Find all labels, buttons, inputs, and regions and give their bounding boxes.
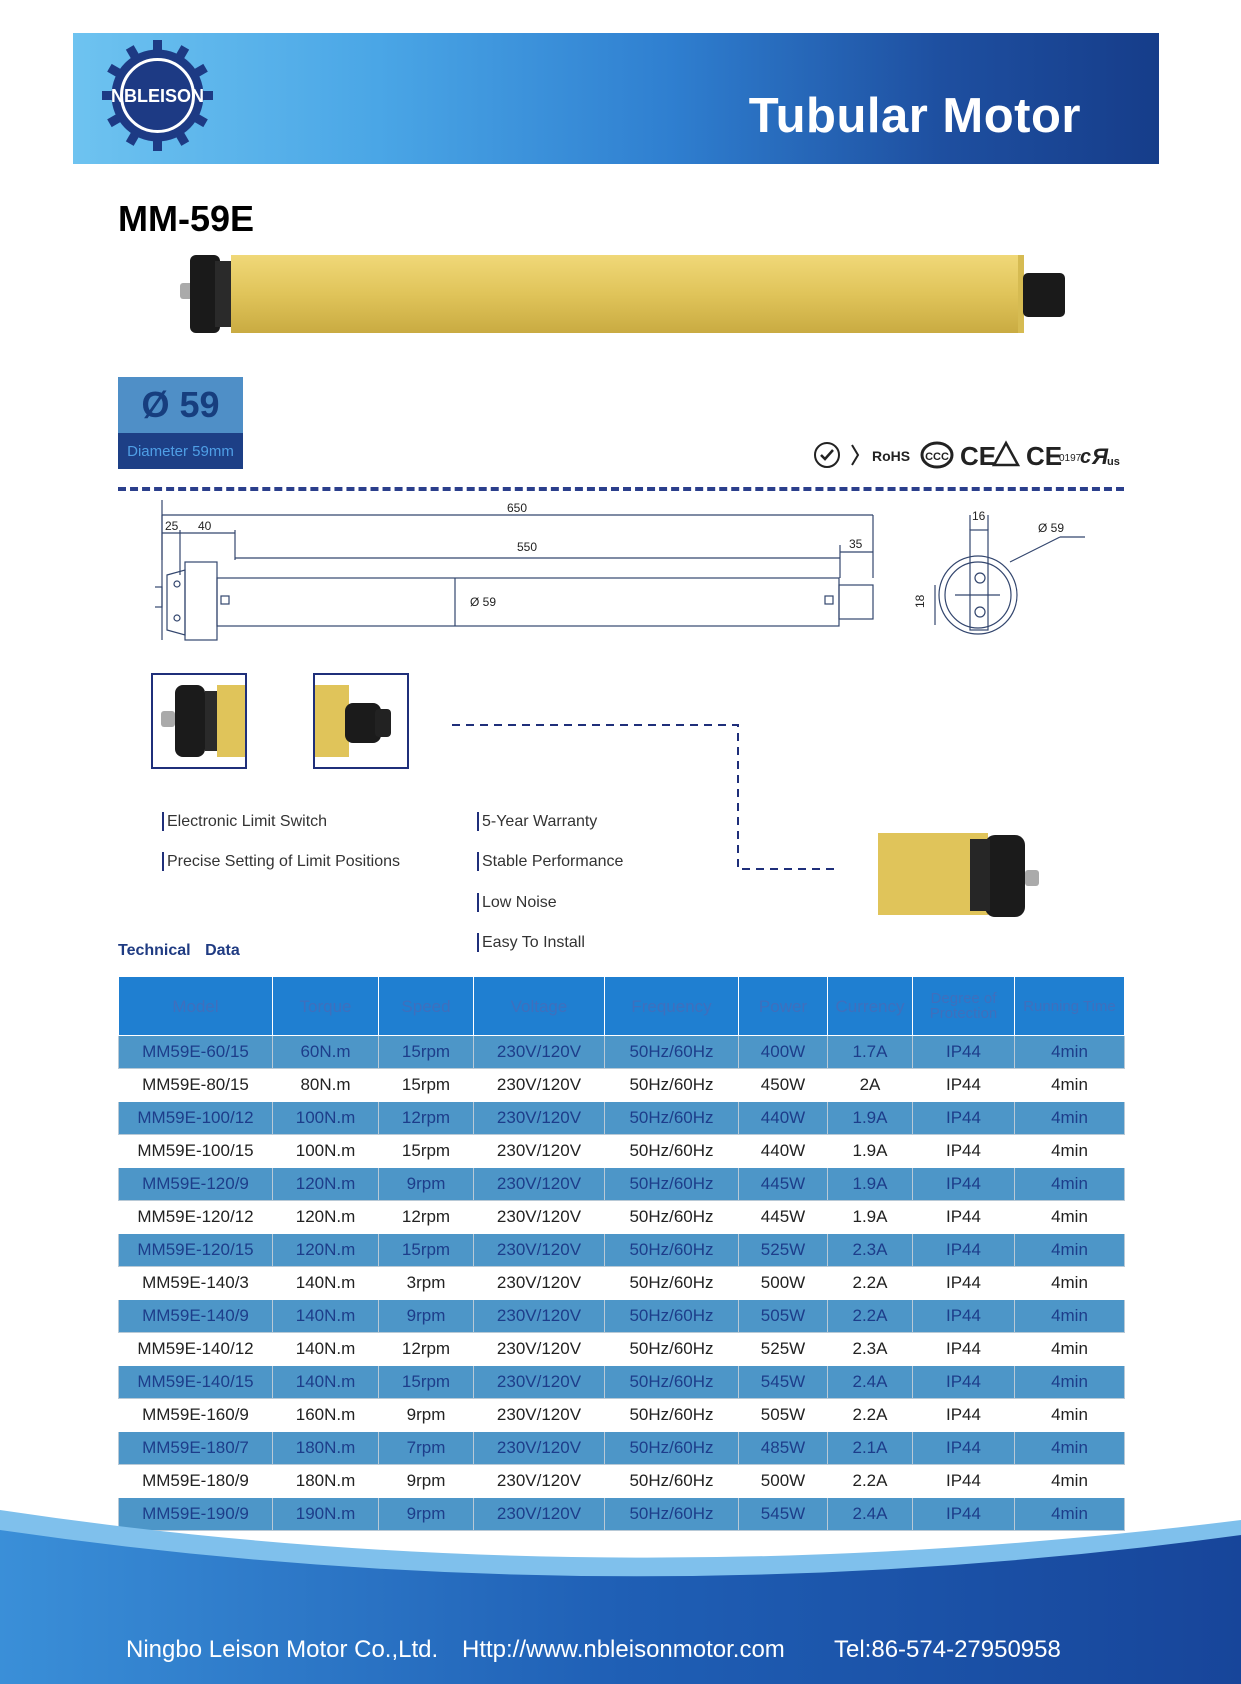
cell-running-time: 4min xyxy=(1015,1300,1125,1333)
cell-protection: IP44 xyxy=(913,1498,1015,1531)
feature-easy-install: Easy To Install xyxy=(477,933,585,952)
dim-650: 650 xyxy=(506,501,528,515)
cell-model: MM59E-140/9 xyxy=(119,1300,273,1333)
svg-text:us: us xyxy=(1107,456,1120,468)
cell-model: MM59E-140/3 xyxy=(119,1267,273,1300)
col-frequency: Frequency xyxy=(605,977,739,1036)
cell-speed: 15rpm xyxy=(379,1135,474,1168)
cell-running-time: 4min xyxy=(1015,1432,1125,1465)
cell-currency: 2.2A xyxy=(828,1399,913,1432)
cell-protection: IP44 xyxy=(913,1201,1015,1234)
cell-speed: 15rpm xyxy=(379,1036,474,1069)
cell-torque: 140N.m xyxy=(273,1300,379,1333)
cell-torque: 180N.m xyxy=(273,1432,379,1465)
technical-data-label: Technical Data xyxy=(118,942,240,959)
dim-dia: Ø 59 xyxy=(470,595,497,609)
table-row xyxy=(119,1300,1125,1333)
cell-speed: 7rpm xyxy=(379,1432,474,1465)
brand-text: NBLEISON xyxy=(110,86,205,106)
cell-power: 525W xyxy=(739,1333,828,1366)
cell-power: 505W xyxy=(739,1399,828,1432)
cell-protection: IP44 xyxy=(913,1465,1015,1498)
model-title: MM-59E xyxy=(118,198,255,239)
cell-power: 450W xyxy=(739,1069,828,1102)
cell-voltage: 230V/120V xyxy=(474,1300,605,1333)
col-voltage: Voltage xyxy=(474,977,605,1036)
cell-currency: 2.3A xyxy=(828,1234,913,1267)
footer-tel: Tel:86-574-27950958 xyxy=(834,1636,1061,1663)
cell-model: MM59E-160/9 xyxy=(119,1399,273,1432)
cell-frequency: 50Hz/60Hz xyxy=(605,1102,739,1135)
cell-model: MM59E-60/15 xyxy=(119,1036,273,1069)
col-speed: Speed xyxy=(379,977,474,1036)
cell-model: MM59E-100/15 xyxy=(119,1135,273,1168)
cell-speed: 9rpm xyxy=(379,1168,474,1201)
cell-model: MM59E-100/12 xyxy=(119,1102,273,1135)
ce-code: 0197 xyxy=(1059,453,1082,464)
cell-currency: 2.2A xyxy=(828,1465,913,1498)
cell-currency: 2.4A xyxy=(828,1498,913,1531)
cell-model: MM59E-120/15 xyxy=(119,1234,273,1267)
table-row xyxy=(119,1102,1125,1135)
dim-35: 35 xyxy=(849,537,863,551)
ul-icon xyxy=(1080,444,1120,469)
cell-running-time: 4min xyxy=(1015,1201,1125,1234)
cell-protection: IP44 xyxy=(913,1102,1015,1135)
ce-numbered-icon xyxy=(1026,441,1082,471)
cell-currency: 2.2A xyxy=(828,1300,913,1333)
cell-frequency: 50Hz/60Hz xyxy=(605,1135,739,1168)
cell-protection: IP44 xyxy=(913,1399,1015,1432)
end-dim-16: 16 xyxy=(972,509,986,523)
ul-small-icon xyxy=(852,445,858,465)
cell-voltage: 230V/120V xyxy=(474,1399,605,1432)
feature-stable-performance: Stable Performance xyxy=(477,852,623,871)
feature-low-noise: Low Noise xyxy=(477,893,557,912)
cell-torque: 140N.m xyxy=(273,1333,379,1366)
feature-electronic-limit-switch: Electronic Limit Switch xyxy=(162,812,327,831)
cell-torque: 80N.m xyxy=(273,1069,379,1102)
cell-voltage: 230V/120V xyxy=(474,1465,605,1498)
cell-currency: 1.9A xyxy=(828,1168,913,1201)
table-row xyxy=(119,1333,1125,1366)
rohs-icon: RoHS xyxy=(872,448,911,464)
cell-frequency: 50Hz/60Hz xyxy=(605,1168,739,1201)
cell-speed: 9rpm xyxy=(379,1498,474,1531)
cell-torque: 120N.m xyxy=(273,1234,379,1267)
cell-running-time: 4min xyxy=(1015,1069,1125,1102)
cell-power: 545W xyxy=(739,1498,828,1531)
cell-power: 400W xyxy=(739,1036,828,1069)
cell-currency: 1.9A xyxy=(828,1135,913,1168)
cell-power: 485W xyxy=(739,1432,828,1465)
cell-frequency: 50Hz/60Hz xyxy=(605,1069,739,1102)
cell-running-time: 4min xyxy=(1015,1267,1125,1300)
cell-torque: 100N.m xyxy=(273,1102,379,1135)
cell-torque: 120N.m xyxy=(273,1168,379,1201)
cell-frequency: 50Hz/60Hz xyxy=(605,1234,739,1267)
cell-power: 500W xyxy=(739,1465,828,1498)
col-model: Model xyxy=(119,977,273,1036)
table-row xyxy=(119,1432,1125,1465)
col-power: Power xyxy=(739,977,828,1036)
cell-protection: IP44 xyxy=(913,1267,1015,1300)
table-row xyxy=(119,1366,1125,1399)
cell-protection: IP44 xyxy=(913,1300,1015,1333)
cell-voltage: 230V/120V xyxy=(474,1102,605,1135)
cell-running-time: 4min xyxy=(1015,1465,1125,1498)
cell-frequency: 50Hz/60Hz xyxy=(605,1432,739,1465)
cell-currency: 2.4A xyxy=(828,1366,913,1399)
sgs-icon xyxy=(815,443,839,467)
cell-running-time: 4min xyxy=(1015,1102,1125,1135)
col-protection: Degree of Protection xyxy=(913,977,1015,1036)
cell-model: MM59E-140/15 xyxy=(119,1366,273,1399)
cell-torque: 160N.m xyxy=(273,1399,379,1432)
cell-frequency: 50Hz/60Hz xyxy=(605,1201,739,1234)
cell-power: 440W xyxy=(739,1102,828,1135)
cell-power: 445W xyxy=(739,1201,828,1234)
table-row xyxy=(119,1135,1125,1168)
cell-currency: 2A xyxy=(828,1069,913,1102)
svg-text:Я: Я xyxy=(1092,444,1109,469)
dim-40: 40 xyxy=(198,519,212,533)
cell-speed: 3rpm xyxy=(379,1267,474,1300)
col-running-time: Running Time xyxy=(1015,977,1125,1036)
col-torque: Torque xyxy=(273,977,379,1036)
cell-running-time: 4min xyxy=(1015,1234,1125,1267)
tuv-icon xyxy=(994,443,1018,465)
ccc-icon xyxy=(922,443,952,467)
dim-550: 550 xyxy=(516,540,538,554)
svg-text:CE: CE xyxy=(1026,441,1063,471)
cell-voltage: 230V/120V xyxy=(474,1366,605,1399)
end-dim-18: 18 xyxy=(913,594,927,608)
footer-website[interactable]: Http://www.nbleisonmotor.com xyxy=(462,1636,785,1663)
cell-speed: 12rpm xyxy=(379,1201,474,1234)
table-row xyxy=(119,1234,1125,1267)
cell-voltage: 230V/120V xyxy=(474,1267,605,1300)
col-currency: Currency xyxy=(828,977,913,1036)
cell-currency: 1.9A xyxy=(828,1201,913,1234)
feature-warranty: 5-Year Warranty xyxy=(477,812,597,831)
svg-text:CCC: CCC xyxy=(925,451,949,463)
cell-voltage: 230V/120V xyxy=(474,1234,605,1267)
cell-currency: 2.3A xyxy=(828,1333,913,1366)
cell-frequency: 50Hz/60Hz xyxy=(605,1300,739,1333)
feature-precise-setting: Precise Setting of Limit Positions xyxy=(162,852,400,871)
cell-voltage: 230V/120V xyxy=(474,1135,605,1168)
cell-voltage: 230V/120V xyxy=(474,1069,605,1102)
cell-running-time: 4min xyxy=(1015,1333,1125,1366)
footer-contact xyxy=(0,1636,1241,1676)
cell-running-time: 4min xyxy=(1015,1498,1125,1531)
cell-speed: 15rpm xyxy=(379,1366,474,1399)
svg-text:c: c xyxy=(1080,446,1092,468)
cell-voltage: 230V/120V xyxy=(474,1201,605,1234)
cell-voltage: 230V/120V xyxy=(474,1036,605,1069)
cell-model: MM59E-190/9 xyxy=(119,1498,273,1531)
cell-torque: 190N.m xyxy=(273,1498,379,1531)
table-row xyxy=(119,1168,1125,1201)
table-row xyxy=(119,1399,1125,1432)
cell-currency: 2.1A xyxy=(828,1432,913,1465)
cell-running-time: 4min xyxy=(1015,1168,1125,1201)
diameter-badge xyxy=(118,377,243,469)
footer-company: Ningbo Leison Motor Co.,Ltd. xyxy=(126,1636,439,1663)
cell-frequency: 50Hz/60Hz xyxy=(605,1465,739,1498)
cell-model: MM59E-140/12 xyxy=(119,1333,273,1366)
cell-speed: 9rpm xyxy=(379,1300,474,1333)
cell-frequency: 50Hz/60Hz xyxy=(605,1333,739,1366)
cell-voltage: 230V/120V xyxy=(474,1333,605,1366)
cell-currency: 2.2A xyxy=(828,1267,913,1300)
cell-power: 500W xyxy=(739,1267,828,1300)
cell-speed: 12rpm xyxy=(379,1333,474,1366)
cell-torque: 120N.m xyxy=(273,1201,379,1234)
cell-currency: 1.7A xyxy=(828,1036,913,1069)
diameter-label: Ø 59 xyxy=(118,377,243,433)
dim-25: 25 xyxy=(165,519,179,533)
cell-speed: 15rpm xyxy=(379,1069,474,1102)
dimension-drawing xyxy=(155,500,875,650)
motor-main-image xyxy=(175,245,1095,345)
thumbnail-tail-end xyxy=(313,673,409,769)
cell-currency: 1.9A xyxy=(828,1102,913,1135)
table-row xyxy=(119,1267,1125,1300)
cell-model: MM59E-180/9 xyxy=(119,1465,273,1498)
cell-frequency: 50Hz/60Hz xyxy=(605,1498,739,1531)
cell-protection: IP44 xyxy=(913,1069,1015,1102)
cell-torque: 60N.m xyxy=(273,1036,379,1069)
banner-title: Tubular Motor xyxy=(748,89,1081,143)
cell-frequency: 50Hz/60Hz xyxy=(605,1036,739,1069)
end-view-drawing xyxy=(900,500,1090,640)
cell-torque: 180N.m xyxy=(273,1465,379,1498)
cell-model: MM59E-120/9 xyxy=(119,1168,273,1201)
table-row xyxy=(119,1069,1125,1102)
cell-power: 440W xyxy=(739,1135,828,1168)
cell-voltage: 230V/120V xyxy=(474,1168,605,1201)
cell-running-time: 4min xyxy=(1015,1135,1125,1168)
diameter-caption: Diameter 59mm xyxy=(118,433,243,469)
cell-frequency: 50Hz/60Hz xyxy=(605,1267,739,1300)
spec-table xyxy=(118,976,1125,1531)
cell-speed: 15rpm xyxy=(379,1234,474,1267)
cell-torque: 100N.m xyxy=(273,1135,379,1168)
cell-voltage: 230V/120V xyxy=(474,1432,605,1465)
table-row xyxy=(119,1201,1125,1234)
ce-icon xyxy=(960,441,996,471)
cell-model: MM59E-80/15 xyxy=(119,1069,273,1102)
cell-model: MM59E-120/12 xyxy=(119,1201,273,1234)
cell-protection: IP44 xyxy=(913,1333,1015,1366)
cell-power: 525W xyxy=(739,1234,828,1267)
cell-speed: 12rpm xyxy=(379,1102,474,1135)
cell-protection: IP44 xyxy=(913,1432,1015,1465)
cell-frequency: 50Hz/60Hz xyxy=(605,1399,739,1432)
cell-protection: IP44 xyxy=(913,1036,1015,1069)
table-header-row xyxy=(119,977,1125,1036)
certification-marks xyxy=(812,437,1127,473)
cell-model: MM59E-180/7 xyxy=(119,1432,273,1465)
cell-torque: 140N.m xyxy=(273,1267,379,1300)
cell-running-time: 4min xyxy=(1015,1036,1125,1069)
cell-protection: IP44 xyxy=(913,1168,1015,1201)
cell-speed: 9rpm xyxy=(379,1399,474,1432)
cell-torque: 140N.m xyxy=(273,1366,379,1399)
svg-text:CE: CE xyxy=(960,441,997,471)
cell-voltage: 230V/120V xyxy=(474,1498,605,1531)
end-dim-dia: Ø 59 xyxy=(1038,521,1065,535)
thumbnail-head-end xyxy=(151,673,247,769)
section-divider xyxy=(118,487,1124,491)
table-row xyxy=(119,1036,1125,1069)
cell-running-time: 4min xyxy=(1015,1399,1125,1432)
motor-detail-image xyxy=(875,825,1055,925)
cell-protection: IP44 xyxy=(913,1234,1015,1267)
cell-power: 505W xyxy=(739,1300,828,1333)
dashed-connector xyxy=(450,722,850,872)
cell-power: 445W xyxy=(739,1168,828,1201)
cell-protection: IP44 xyxy=(913,1366,1015,1399)
cell-speed: 9rpm xyxy=(379,1465,474,1498)
cell-running-time: 4min xyxy=(1015,1366,1125,1399)
gear-logo-icon xyxy=(100,38,215,153)
cell-protection: IP44 xyxy=(913,1135,1015,1168)
cell-power: 545W xyxy=(739,1366,828,1399)
table-row xyxy=(119,1465,1125,1498)
cell-frequency: 50Hz/60Hz xyxy=(605,1366,739,1399)
